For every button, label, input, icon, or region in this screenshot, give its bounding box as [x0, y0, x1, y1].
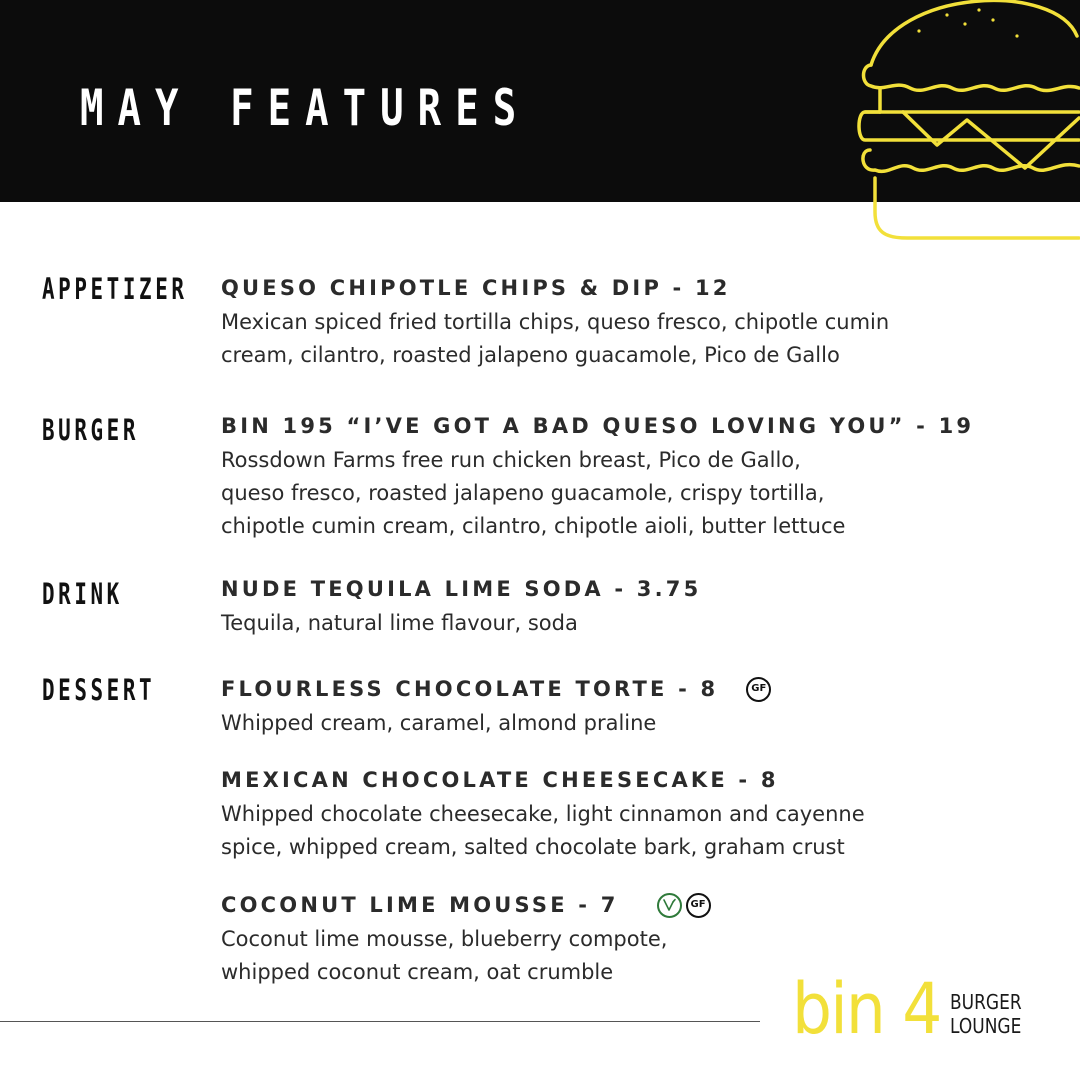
item-title: FLOURLESS CHOCOLATE TORTE - 8 GF: [221, 674, 771, 704]
item-title: COCONUT LIME MOUSSE - 7 GF: [221, 890, 711, 920]
item-description: Whipped chocolate cheesecake, light cinnamon and cayenne spice, whipped cream, salted chocolate bark, graham crust: [221, 802, 865, 859]
section-label-dessert: DESSERT: [42, 673, 156, 707]
item-title: QUESO CHIPOTLE CHIPS & DIP - 12: [221, 276, 731, 300]
menu-item: [221, 574, 701, 640]
menu-item: [221, 674, 771, 740]
item-title: NUDE TEQUILA LIME SODA - 3.75: [221, 577, 702, 601]
menu-item: [221, 273, 889, 372]
item-description: Mexican spiced fried tortilla chips, queso fresco, chipotle cumin cream, cilantro, roasted jalapeno guacamole, Pico de Gallo: [221, 310, 890, 367]
gluten-free-badge: GF: [686, 893, 711, 918]
item-description: Tequila, natural lime flavour, soda: [221, 611, 578, 635]
burger-outline-icon: [855, 0, 1080, 245]
brand-subtitle: BURGER LOUNGE: [950, 990, 1022, 1038]
section-label-drink: DRINK: [42, 577, 123, 611]
section-label-burger: BURGER: [42, 413, 140, 447]
gluten-free-badge: GF: [746, 677, 771, 702]
page-title: MAY FEATURES: [80, 79, 531, 137]
brand-wordmark: bin 4: [792, 968, 941, 1050]
item-title: MEXICAN CHOCOLATE CHEESECAKE - 8: [221, 768, 779, 792]
menu-item: [221, 890, 711, 989]
menu-item: [221, 765, 865, 864]
item-title: BIN 195 “I’VE GOT A BAD QUESO LOVING YOU” - 19: [221, 414, 975, 438]
footer-divider: [0, 1021, 760, 1022]
item-description: Whipped cream, caramel, almond praline: [221, 711, 657, 735]
item-description: Coconut lime mousse, blueberry compote, whipped coconut cream, oat crumble: [221, 927, 668, 984]
item-description: Rossdown Farms free run chicken breast, Pico de Gallo, queso fresco, roasted jalapeno guacamole, crispy tortilla, chipotle cumin cream, cilantro, chipotle aioli, butter lettuce: [221, 448, 846, 538]
vegan-leaf-icon: [657, 893, 682, 918]
menu-item: [221, 411, 974, 543]
section-label-appetizer: APPETIZER: [42, 272, 188, 306]
